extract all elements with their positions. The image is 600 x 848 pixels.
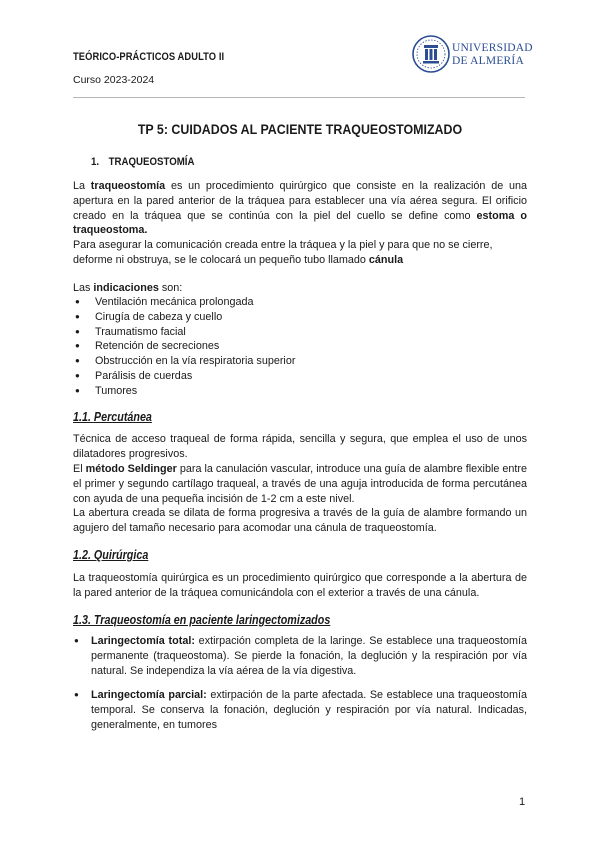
indications-list xyxy=(73,295,295,399)
university-seal-icon xyxy=(411,34,451,74)
percutanea-paragraph-2: El método Seldinger para la canulación vascular, introduce una guía de alambre flexible entre el primer y segundo cartílago traqueal, a través de una aguja introducida de forma percutánea con ayuda de una pequeña incisión de 1-2 cm a este nivel. xyxy=(73,463,527,505)
list-item: ● Traumatismo facial xyxy=(73,325,295,340)
percutanea-paragraph-3: La abertura creada se dilata de forma progresiva a través de la guía de alambre formando un agujero del tamaño necesario para acomodar una cánula de traqueostomía. xyxy=(73,507,527,534)
term-canula: cánula xyxy=(368,253,404,266)
course-year: Curso 2023-2024 xyxy=(73,74,155,86)
page-number: 1 xyxy=(519,796,526,808)
list-item: ● Ventilación mecánica prolongada xyxy=(73,295,295,310)
section-title: TRAQUEOSTOMÍA xyxy=(108,156,195,168)
term-indicaciones: indicaciones xyxy=(93,282,159,294)
indications-lead: Las indicaciones son: xyxy=(73,282,183,294)
list-item: ● Retención de secreciones xyxy=(73,339,295,354)
intro-paragraph: La traqueostomía es un procedimiento quirúrgico que consiste en la realización de una apertura en la pared anterior de la tráquea para establecer una vía aérea segura. El orificio creado en la tráquea que se continúa con la piel del cuello se define como estoma o traqueostoma. xyxy=(73,180,528,237)
list-item: ● Obstrucción en la vía respiratoria superior xyxy=(73,354,295,369)
logo-line-2: DE ALMERÍA xyxy=(452,55,524,67)
list-item: ● Cirugía de cabeza y cuello xyxy=(73,310,295,325)
document-title: TP 5: CUIDADOS AL PACIENTE TRAQUEOSTOMIZADO xyxy=(137,122,463,137)
list-item: ● Laringectomía parcial: extirpación de la parte afectada. Se establece una traqueostomía temporal. Se conserva la fonación, deglución y respiración por vía natural. Indicadas, generalmente, en tumores xyxy=(73,688,527,732)
header-divider xyxy=(73,97,525,98)
list-item: ● Tumores xyxy=(73,384,295,399)
canula-paragraph: Para asegurar la comunicación creada entre la tráquea y la piel y para que no se cierre, deforme ni obstruya, se le colocará un pequeño tubo llamado cánula xyxy=(73,239,493,266)
university-logo xyxy=(411,34,533,74)
list-item: ● Parálisis de cuerdas xyxy=(73,369,295,384)
quirurgica-paragraph: La traqueostomía quirúrgica es un procedimiento quirúrgico que corresponde a la abertura de la pared anterior de la tráquea comunicándola con el exterior a través de una cánula. xyxy=(73,572,527,599)
logo-line-1: UNIVERSIDAD xyxy=(452,42,533,54)
subsection-quirurgica-heading: 1.2. Quirúrgica xyxy=(73,548,149,562)
term-estoma: estoma o traqueostoma. xyxy=(73,209,527,237)
list-item: ● Laringectomía total: extirpación completa de la laringe. Se establece una traqueostomía permanente (traqueostoma). Se pierde la fonación, la deglución y la respiración por vía natural. Se independiza la vía aérea de la vía digestiva. xyxy=(73,634,527,678)
section-number: 1. xyxy=(91,156,100,168)
laringectomia-list xyxy=(73,634,527,733)
subsection-percutanea-heading: 1.1. Percutánea xyxy=(73,410,152,424)
term-seldinger: método Seldinger xyxy=(85,463,177,475)
percutanea-paragraph-1: Técnica de acceso traqueal de forma rápida, sencilla y segura, que emplea el uso de unos dilatadores progresivos. xyxy=(73,433,527,460)
section-heading xyxy=(91,156,194,168)
subsection-laringectomizados-heading: 1.3. Traqueostomía en paciente laringectomizados xyxy=(73,613,331,627)
course-title: TEÓRICO-PRÁCTICOS ADULTO II xyxy=(73,51,225,63)
term-traqueostomia: traqueostomía xyxy=(90,180,166,192)
